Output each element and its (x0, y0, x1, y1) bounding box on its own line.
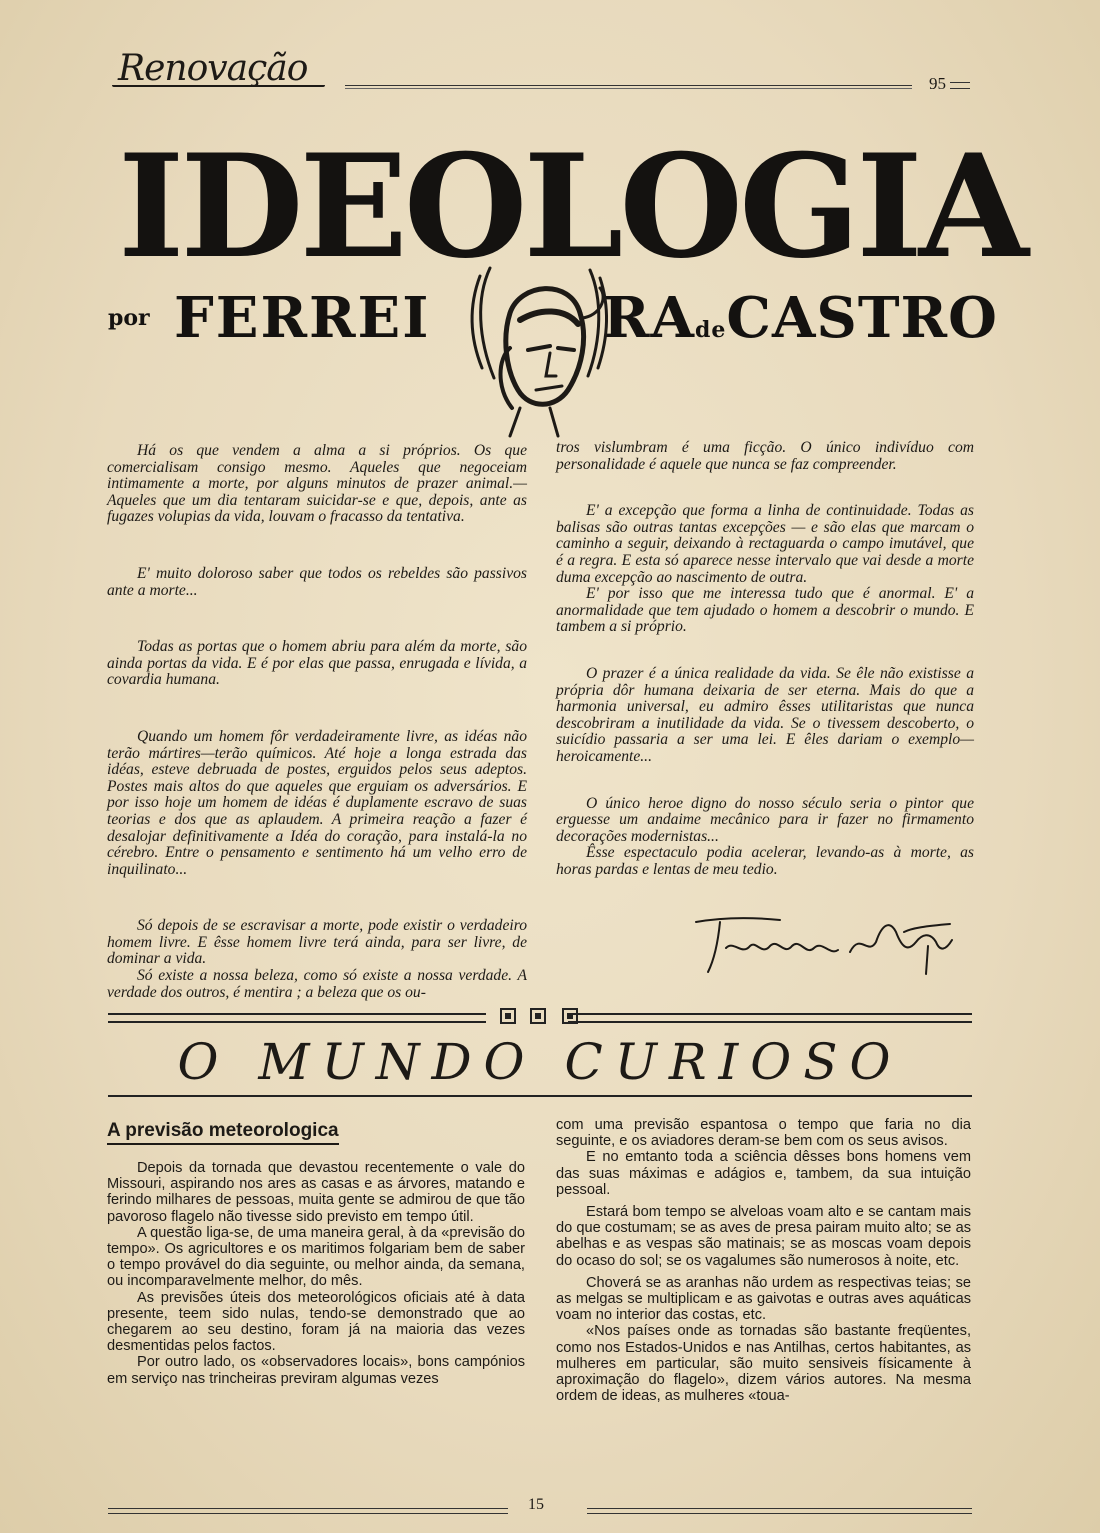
divider-rule-right (568, 1013, 972, 1023)
article-paragraph: E' muito doloroso saber que todos os rebeldes são passivos ante a morte... (107, 564, 527, 599)
article-paragraph: Êsse espectaculo podia acelerar, levando-as à morte, as horas pardas e lentas de meu tedio. (556, 844, 974, 878)
masthead (110, 48, 970, 98)
section-paragraph: A questão liga-se, de uma maneira geral, à da «previsão do tempo». Os agricultores e os maritimos folgariam bem de saber o tempo provável do dia seguinte, ou melhor ainda, da semana, ou incomparavelmente melhor, do mês. (107, 1224, 525, 1290)
section-paragraph: Depois da tornada que devastou recentemente o vale do Missouri, aspirando nos ares as casas e as árvores, matando e ferindo milhares de pessoas, muita gente se admirou de que tão pavoroso flagelo não tivesse sido previsto em tempo útil. (107, 1160, 525, 1225)
footer-folio: 15 (528, 1496, 544, 1513)
footer-rule-right (587, 1508, 972, 1514)
divider-ornament (530, 1008, 546, 1024)
article-paragraph: O único heroe digno do nosso século seria o pintor que erguesse um andaime mecânico para ir fazer no firmamento decorações modernistas... (556, 794, 974, 845)
article-paragraph: O prazer é a única realidade da vida. Se êle não existisse a própria dôr humana deixaria de ser eterna. Mais do que a harmonia universal, eu admiro êsses utilitaristas que nunca descobriram a inutilidade da vida. Se o tivessem descoberto, o suicídio passaria a ser uma lei. E êles dariam o exemplo—heroicamente... (556, 664, 974, 765)
section-paragraph: Estará bom tempo se alveloas voam alto e se cantam mais do que costumam; se as aves de presa pairam muito alto; se as abelhas e as vespas são matinais; se as moscas voam depois do ocaso do sol; se os vagalumes são numerosos à noite, etc. (556, 1204, 971, 1269)
byline-name-part-b (603, 285, 998, 351)
section-column-left (107, 1160, 525, 1387)
author-signature (690, 912, 962, 982)
article-paragraph: Só existe a nossa beleza, como só existe a nossa verdade. A verdade dos outros, é mentira ; a beleza que os ou- (107, 967, 527, 1001)
section-paragraph: E no emtanto toda a sciência dêsses bons homens vem das suas máximas e adágios e, tambem, da sua intuição pessoal. (556, 1149, 971, 1198)
article-paragraph: Só depois de se escravisar a morte, pode existir o verdadeiro homem livre. E êsse homem livre terá ainda, para ser livre, de dominar a vida. (107, 917, 527, 968)
article-paragraph: tros vislumbram é uma ficção. O único indivíduo com personalidade é aquele que nunca se faz compreender. (556, 439, 974, 473)
article-title: IDEOLOGIA (118, 124, 1025, 290)
article-paragraph: Todas as portas que o homem abriu para além da morte, são ainda portas da vida. E é por elas que passa, enrugada e lívida, a covardia humana. (107, 638, 527, 689)
byline-por: por (108, 305, 150, 331)
article-paragraph: Quando um homem fôr verdadeiramente livre, as idéas não terão mártires—terão químicos. Até hoje a longa estrada das idéas, esteve debruada de postes, erguidos pelos seus adeptos. Postes mais altos do que aqueles que erguiam os adversários. E por isso hoje um homem de idéas é duplamente escravo de suas teorias e dos que as aplaudem. A primeira reação a fazer é desalojar definitivamente a Idéa do coração, para instalá-la no cérebro. Entre o pensamento e sentimento há um velho erro de inquilinato... (107, 727, 527, 878)
section-paragraph: com uma previsão espantosa o tempo que faria no dia seguinte, e os aviadores deram-se bem com os seus avisos. (556, 1117, 971, 1150)
section-paragraph: «Nos países onde as tornadas são bastante freqüentes, como nos Estados-Unidos e nas Antilhas, certos habitantes, as mulheres em particular, são muito sensiveis físicamente à aproximação do flagelo», dizem vários autores. Na mesma ordem de ideas, as mulheres «toua- (556, 1323, 971, 1405)
section-title-rule (108, 1095, 972, 1097)
magazine-logo: Renovação (118, 48, 308, 89)
article-paragraph: E' por isso que me interessa tudo que é anormal. E' a anormalidade que tem ajudado o homem a descobrir o mundo. E tambem a si próprio. (556, 585, 974, 636)
article-column-right (556, 440, 974, 878)
byline-name-part-a: FERREI (174, 285, 431, 351)
byline-name-ra: RA (603, 285, 695, 351)
masthead-tail-rule (950, 82, 970, 83)
divider-rule-left (108, 1013, 486, 1023)
byline-de: de (695, 317, 727, 343)
section-paragraph: As previsões úteis dos meteorológicos oficiais até à data presente, teem sido nulas, tendo-se demonstrado que ao chegarem ao seu destino, foram já na maioria das vezes desmentidas pelos factos. (107, 1289, 525, 1355)
divider-ornament (500, 1008, 516, 1024)
page-number: 95 (929, 74, 946, 93)
article-column-left (107, 443, 527, 1001)
section-title: O MUNDO CURIOSO (177, 1033, 903, 1091)
author-portrait-illustration (450, 258, 620, 438)
section-divider (108, 1005, 972, 1029)
masthead-rule (345, 85, 912, 89)
section-paragraph: Choverá se as aranhas não urdem as respectivas teias; se as melgas se multiplicam e as gaivotas e outras aves aquáticas voam no interior das costas, etc. (556, 1274, 971, 1324)
masthead-tail-rule-2 (950, 88, 970, 89)
byline-name-castro: CASTRO (726, 285, 998, 351)
section-paragraph: Por outro lado, os «observadores locais», bons campónios em serviço nas trincheiras previram algumas vezes (107, 1354, 525, 1387)
section-column-right (556, 1117, 971, 1404)
footer-rule-left (108, 1508, 508, 1514)
section-subhead: A previsão meteorologica (107, 1120, 339, 1145)
article-paragraph: E' a excepção que forma a linha de continuidade. Todas as balisas são outras tantas excepções — e são elas que marcam o caminho a seguir, deixando à rectaguarda o campo imutável, que é a regra. E esta só aparece nesse intervalo que vai desde a morte duma excepção ao nascimento de outra. (556, 502, 974, 586)
article-paragraph: Há os que vendem a alma a si próprios. Os que comercialisam consigo mesmo. Aqueles que negoceiam intimamente a morte, por alguns minutos de prazer animal.— Aqueles que um dia tentaram suicidar-se e que, depois, ante as fugazes volupias da vida, louvam o fracasso da tentativa. (107, 442, 527, 526)
